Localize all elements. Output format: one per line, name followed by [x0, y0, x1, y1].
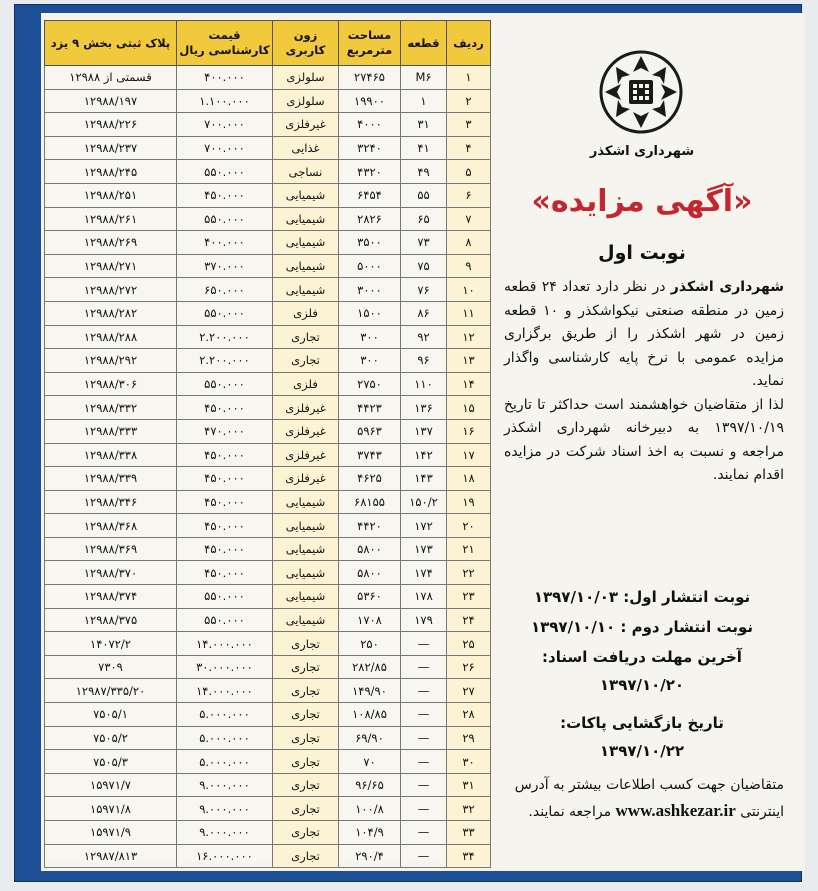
cell-plot: ۵۵: [401, 183, 447, 207]
cell-plot: —: [401, 797, 447, 821]
cell-plot: M۶: [401, 66, 447, 90]
cell-row-number: ۲۷: [447, 679, 491, 703]
cell-area: ۷۰: [339, 750, 401, 774]
cell-row-number: ۱۵: [447, 396, 491, 420]
cell-registry: ۱۲۹۸۸/۱۹۷: [45, 89, 177, 113]
cell-plot: —: [401, 844, 447, 868]
cell-plot: —: [401, 726, 447, 750]
cell-zone: تجاری: [273, 703, 339, 727]
cell-area: ۲۸۲/۸۵: [339, 655, 401, 679]
table-row: [45, 679, 491, 703]
cell-row-number: ۴: [447, 136, 491, 160]
cell-area: ۳۲۴۰: [339, 136, 401, 160]
cell-zone: تجاری: [273, 750, 339, 774]
cell-row-number: ۲۴: [447, 608, 491, 632]
cell-price: ۴۵۰.۰۰۰: [177, 490, 273, 514]
cell-area: ۱۴۹/۹۰: [339, 679, 401, 703]
table-row: [45, 113, 491, 137]
cell-plot: —: [401, 750, 447, 774]
cell-area: ۵۳۶۰: [339, 585, 401, 609]
cell-plot: ۱۳۷: [401, 419, 447, 443]
cell-plot: —: [401, 821, 447, 845]
cell-plot: ۱۷۲: [401, 514, 447, 538]
cell-registry: ۷۵۰۵/۲: [45, 726, 177, 750]
cell-registry: ۷۵۰۵/۱: [45, 703, 177, 727]
cell-registry: ۱۲۹۸۸/۲۲۶: [45, 113, 177, 137]
header-area: مساحت مترمربع: [339, 21, 401, 66]
publish-first: نوبت انتشار اول: ۱۳۹۷/۱۰/۰۳: [533, 588, 751, 606]
table-row: [45, 443, 491, 467]
cell-price: ۲.۲۰۰.۰۰۰: [177, 325, 273, 349]
cell-registry: ۱۲۹۸۸/۲۵۱: [45, 183, 177, 207]
table-row: [45, 278, 491, 302]
cell-price: ۲.۲۰۰.۰۰۰: [177, 349, 273, 373]
cell-row-number: ۱۴: [447, 372, 491, 396]
cell-row-number: ۳۱: [447, 773, 491, 797]
cell-price: ۱.۱۰۰.۰۰۰: [177, 89, 273, 113]
table-row: [45, 349, 491, 373]
cell-zone: تجاری: [273, 349, 339, 373]
cell-registry: ۱۲۹۸۸/۲۴۵: [45, 160, 177, 184]
cell-plot: ۱۷۸: [401, 585, 447, 609]
notice-title: «آگهی مزایده»: [531, 184, 753, 219]
cell-price: ۵.۰۰۰.۰۰۰: [177, 703, 273, 727]
cell-registry: ۱۲۹۸۸/۳۷۵: [45, 608, 177, 632]
cell-area: ۳۷۴۳: [339, 443, 401, 467]
cell-row-number: ۲۶: [447, 655, 491, 679]
cell-price: ۷۰۰.۰۰۰: [177, 136, 273, 160]
cell-area: ۱۰۴/۹: [339, 821, 401, 845]
cell-row-number: ۲۰: [447, 514, 491, 538]
cell-plot: ۱۷۳: [401, 537, 447, 561]
cell-row-number: ۱۶: [447, 419, 491, 443]
cell-plot: ۴۱: [401, 136, 447, 160]
cell-registry: ۱۲۹۸۸/۲۶۹: [45, 231, 177, 255]
cell-price: ۵۵۰.۰۰۰: [177, 608, 273, 632]
cell-price: ۹.۰۰۰.۰۰۰: [177, 821, 273, 845]
cell-zone: تجاری: [273, 726, 339, 750]
cell-zone: شیمیایی: [273, 183, 339, 207]
cell-price: ۹.۰۰۰.۰۰۰: [177, 797, 273, 821]
cell-row-number: ۳: [447, 113, 491, 137]
opening-label: تاریخ بازگشایی پاکات:: [560, 714, 724, 732]
cell-zone: تجاری: [273, 773, 339, 797]
cell-row-number: ۲۵: [447, 632, 491, 656]
cell-zone: شیمیایی: [273, 537, 339, 561]
cell-area: ۲۷۵۰: [339, 372, 401, 396]
table-row: [45, 89, 491, 113]
info-end: مراجعه نمایند.: [528, 804, 612, 820]
opening-date: ۱۳۹۷/۱۰/۲۲: [599, 742, 685, 760]
cell-zone: سلولزی: [273, 66, 339, 90]
cell-registry: ۱۲۹۸۸/۳۳۲: [45, 396, 177, 420]
cell-area: ۴۶۲۵: [339, 467, 401, 491]
org-name: شهرداری اشکذر: [589, 144, 695, 159]
cell-zone: شیمیایی: [273, 231, 339, 255]
table-row: [45, 773, 491, 797]
cell-price: ۵۵۰.۰۰۰: [177, 372, 273, 396]
cell-area: ۱۷۰۸: [339, 608, 401, 632]
cell-price: ۵.۰۰۰.۰۰۰: [177, 726, 273, 750]
cell-price: ۷۰۰.۰۰۰: [177, 113, 273, 137]
cell-price: ۶۵۰.۰۰۰: [177, 278, 273, 302]
publish-second: نوبت انتشار دوم : ۱۳۹۷/۱۰/۱۰: [530, 618, 754, 636]
cell-registry: ۱۲۹۸۸/۲۸۸: [45, 325, 177, 349]
cell-zone: شیمیایی: [273, 254, 339, 278]
table-row: [45, 608, 491, 632]
cell-zone: شیمیایی: [273, 514, 339, 538]
cell-plot: ۳۱: [401, 113, 447, 137]
cell-area: ۵۸۰۰: [339, 537, 401, 561]
cell-price: ۴۰۰.۰۰۰: [177, 66, 273, 90]
table-row: [45, 561, 491, 585]
cell-area: ۱۹۹۰۰: [339, 89, 401, 113]
municipality-logo: [582, 42, 700, 160]
cell-row-number: ۸: [447, 231, 491, 255]
intro-org: شهرداری اشکذر: [670, 279, 784, 295]
cell-zone: شیمیایی: [273, 561, 339, 585]
header-registry: پلاک ثبتی بخش ۹ یزد: [45, 21, 177, 66]
cell-zone: غیرفلزی: [273, 443, 339, 467]
cell-registry: قسمتی از ۱۲۹۸۸: [45, 66, 177, 90]
table-row: [45, 726, 491, 750]
notice-round: نوبت اول: [598, 242, 686, 264]
cell-registry: ۷۳۰۹: [45, 655, 177, 679]
cell-area: ۲۷۴۶۵: [339, 66, 401, 90]
cell-zone: تجاری: [273, 325, 339, 349]
cell-area: ۲۵۰: [339, 632, 401, 656]
cell-plot: —: [401, 655, 447, 679]
cell-registry: ۱۲۹۸۷/۸۱۳: [45, 844, 177, 868]
cell-price: ۵۵۰.۰۰۰: [177, 585, 273, 609]
cell-area: ۲۸۲۶: [339, 207, 401, 231]
table-row: [45, 160, 491, 184]
cell-row-number: ۱۳: [447, 349, 491, 373]
table-row: [45, 254, 491, 278]
cell-zone: نساجی: [273, 160, 339, 184]
table-row: [45, 396, 491, 420]
cell-registry: ۱۲۹۸۸/۲۷۲: [45, 278, 177, 302]
cell-price: ۴۵۰.۰۰۰: [177, 443, 273, 467]
plots-table: [44, 20, 491, 868]
table-row: [45, 655, 491, 679]
cell-row-number: ۲۱: [447, 537, 491, 561]
cell-price: ۵۵۰.۰۰۰: [177, 301, 273, 325]
cell-zone: تجاری: [273, 797, 339, 821]
cell-zone: شیمیایی: [273, 278, 339, 302]
cell-price: ۴۵۰.۰۰۰: [177, 514, 273, 538]
plots-table-container: [44, 20, 490, 862]
cell-row-number: ۱۷: [447, 443, 491, 467]
cell-plot: —: [401, 632, 447, 656]
cell-registry: ۱۲۹۸۸/۳۳۹: [45, 467, 177, 491]
cell-registry: ۱۴۰۷۲/۲: [45, 632, 177, 656]
table-row: [45, 514, 491, 538]
table-row: [45, 632, 491, 656]
cell-price: ۴۷۰.۰۰۰: [177, 419, 273, 443]
table-row: [45, 136, 491, 160]
cell-row-number: ۳۴: [447, 844, 491, 868]
cell-plot: ۱۱۰: [401, 372, 447, 396]
cell-registry: ۱۲۹۸۸/۲۹۲: [45, 349, 177, 373]
cell-price: ۱۴.۰۰۰.۰۰۰: [177, 632, 273, 656]
cell-registry: ۱۲۹۸۷/۳۳۵/۲۰: [45, 679, 177, 703]
cell-price: ۴۰۰.۰۰۰: [177, 231, 273, 255]
cell-zone: شیمیایی: [273, 585, 339, 609]
table-row: [45, 490, 491, 514]
cell-row-number: ۳۲: [447, 797, 491, 821]
cell-row-number: ۷: [447, 207, 491, 231]
cell-row-number: ۱۰: [447, 278, 491, 302]
cell-area: ۴۰۰۰: [339, 113, 401, 137]
cell-area: ۳۰۰۰: [339, 278, 401, 302]
cell-row-number: ۱۱: [447, 301, 491, 325]
cell-zone: تجاری: [273, 679, 339, 703]
cell-row-number: ۱: [447, 66, 491, 90]
cell-area: ۴۴۲۳: [339, 396, 401, 420]
table-row: [45, 844, 491, 868]
table-row: [45, 750, 491, 774]
cell-plot: ۱۳۶: [401, 396, 447, 420]
header-row-number: ردیف: [447, 21, 491, 66]
cell-zone: فلزی: [273, 372, 339, 396]
cell-price: ۵۵۰.۰۰۰: [177, 160, 273, 184]
cell-registry: ۱۲۹۸۸/۲۸۲: [45, 301, 177, 325]
table-header-row: [45, 21, 491, 66]
table-row: [45, 183, 491, 207]
cell-registry: ۱۲۹۸۸/۳۳۳: [45, 419, 177, 443]
cell-area: ۵۹۶۳: [339, 419, 401, 443]
cell-zone: غیرفلزی: [273, 113, 339, 137]
cell-area: ۶۹/۹۰: [339, 726, 401, 750]
cell-registry: ۱۲۹۸۸/۳۴۶: [45, 490, 177, 514]
cell-registry: ۱۲۹۸۸/۳۷۴: [45, 585, 177, 609]
cell-row-number: ۱۲: [447, 325, 491, 349]
cell-registry: ۱۲۹۸۸/۳۰۶: [45, 372, 177, 396]
cell-registry: ۷۵۰۵/۳: [45, 750, 177, 774]
table-row: [45, 537, 491, 561]
deadline-label: آخرین مهلت دریافت اسناد:: [542, 648, 742, 666]
cell-zone: غیرفلزی: [273, 467, 339, 491]
table-row: [45, 585, 491, 609]
cell-plot: —: [401, 679, 447, 703]
cell-row-number: ۲۸: [447, 703, 491, 727]
header-price: قیمت کارشناسی ریال: [177, 21, 273, 66]
cell-price: ۴۵۰.۰۰۰: [177, 561, 273, 585]
cell-area: ۳۰۰: [339, 349, 401, 373]
cell-plot: ۸۶: [401, 301, 447, 325]
cell-area: ۳۰۰: [339, 325, 401, 349]
cell-row-number: ۶: [447, 183, 491, 207]
cell-price: ۴۵۰.۰۰۰: [177, 537, 273, 561]
table-body: [45, 66, 491, 868]
cell-zone: شیمیایی: [273, 207, 339, 231]
cell-plot: ۷۶: [401, 278, 447, 302]
contact-info: [500, 772, 784, 825]
intro-paragraph: [504, 276, 784, 488]
cell-row-number: ۳۳: [447, 821, 491, 845]
cell-area: ۵۸۰۰: [339, 561, 401, 585]
cell-plot: ۶۵: [401, 207, 447, 231]
table-row: [45, 419, 491, 443]
cell-area: ۶۸۱۵۵: [339, 490, 401, 514]
cell-price: ۳۷۰.۰۰۰: [177, 254, 273, 278]
cell-price: ۹.۰۰۰.۰۰۰: [177, 773, 273, 797]
cell-row-number: ۲۳: [447, 585, 491, 609]
intro-text: در نظر دارد تعداد ۲۴ قطعه زمین در منطقه صنعتی نیکواشکذر و ۱۰ قطعه زمین در شهر اشکذر را از طریق برگزاری مزایده عمومی با نرخ پایه کارشناسی واگذار نماید.: [504, 279, 785, 389]
cell-zone: غیرفلزی: [273, 396, 339, 420]
table-row: [45, 821, 491, 845]
cell-price: ۵.۰۰۰.۰۰۰: [177, 750, 273, 774]
cell-row-number: ۹: [447, 254, 491, 278]
cell-price: ۴۵۰.۰۰۰: [177, 183, 273, 207]
cell-zone: تجاری: [273, 632, 339, 656]
cell-row-number: ۲: [447, 89, 491, 113]
cell-plot: ۹۶: [401, 349, 447, 373]
cell-area: ۱۰۰/۸: [339, 797, 401, 821]
cell-registry: ۱۲۹۸۸/۲۷۱: [45, 254, 177, 278]
cell-price: ۴۵۰.۰۰۰: [177, 467, 273, 491]
cell-area: ۹۶/۶۵: [339, 773, 401, 797]
cell-price: ۳۰.۰۰۰.۰۰۰: [177, 655, 273, 679]
table-row: [45, 797, 491, 821]
table-row: [45, 207, 491, 231]
cell-registry: ۱۲۹۸۸/۳۶۹: [45, 537, 177, 561]
cell-plot: ۹۲: [401, 325, 447, 349]
cell-plot: ۴۹: [401, 160, 447, 184]
cell-plot: ۱۴۳: [401, 467, 447, 491]
instructions-text: لذا از متقاضیان خواهشمند است حداکثر تا تاریخ ۱۳۹۷/۱۰/۱۹ به دبیرخانه شهرداری اشکذر مراجعه و نسبت به اخذ اسناد شرکت در مزایده اقدام نمایند.: [504, 396, 784, 483]
cell-registry: ۱۵۹۷۱/۷: [45, 773, 177, 797]
cell-zone: سلولزی: [273, 89, 339, 113]
table-row: [45, 703, 491, 727]
cell-zone: غیرفلزی: [273, 419, 339, 443]
cell-plot: ۱۷۹: [401, 608, 447, 632]
cell-row-number: ۱۹: [447, 490, 491, 514]
cell-plot: —: [401, 703, 447, 727]
cell-zone: غذایی: [273, 136, 339, 160]
cell-area: ۴۴۲۰: [339, 514, 401, 538]
cell-plot: ۷۳: [401, 231, 447, 255]
table-row: [45, 301, 491, 325]
cell-zone: شیمیایی: [273, 490, 339, 514]
cell-row-number: ۱۸: [447, 467, 491, 491]
cell-plot: ۷۵: [401, 254, 447, 278]
cell-zone: فلزی: [273, 301, 339, 325]
table-row: [45, 372, 491, 396]
cell-zone: تجاری: [273, 655, 339, 679]
info-text: متقاضیان جهت کسب اطلاعات بیشتر به آدرس اینترنتی: [514, 777, 784, 820]
header-plot: قطعه: [401, 21, 447, 66]
cell-registry: ۱۵۹۷۱/۸: [45, 797, 177, 821]
table-row: [45, 231, 491, 255]
cell-zone: تجاری: [273, 844, 339, 868]
cell-registry: ۱۲۹۸۸/۲۳۷: [45, 136, 177, 160]
cell-zone: شیمیایی: [273, 608, 339, 632]
table-row: [45, 66, 491, 90]
cell-area: ۶۴۵۴: [339, 183, 401, 207]
cell-area: ۱۰۸/۸۵: [339, 703, 401, 727]
cell-row-number: ۲۲: [447, 561, 491, 585]
table-row: [45, 325, 491, 349]
cell-zone: تجاری: [273, 821, 339, 845]
cell-plot: —: [401, 773, 447, 797]
cell-plot: ۱۵۰/۲: [401, 490, 447, 514]
cell-price: ۴۵۰.۰۰۰: [177, 396, 273, 420]
cell-price: ۱۶.۰۰۰.۰۰۰: [177, 844, 273, 868]
deadline-date: ۱۳۹۷/۱۰/۲۰: [599, 676, 685, 694]
header-zone: زون کاربری: [273, 21, 339, 66]
cell-plot: ۱۷۴: [401, 561, 447, 585]
table-row: [45, 467, 491, 491]
cell-registry: ۱۲۹۸۸/۳۶۸: [45, 514, 177, 538]
cell-area: ۳۵۰۰: [339, 231, 401, 255]
cell-registry: ۱۲۹۸۸/۲۶۱: [45, 207, 177, 231]
cell-plot: ۱۴۲: [401, 443, 447, 467]
announcement-panel: [494, 20, 790, 862]
cell-registry: ۱۵۹۷۱/۹: [45, 821, 177, 845]
cell-row-number: ۵: [447, 160, 491, 184]
cell-row-number: ۲۹: [447, 726, 491, 750]
cell-plot: ۱: [401, 89, 447, 113]
cell-area: ۲۹۰/۴: [339, 844, 401, 868]
cell-row-number: ۳۰: [447, 750, 491, 774]
cell-area: ۱۵۰۰: [339, 301, 401, 325]
cell-area: ۵۰۰۰: [339, 254, 401, 278]
cell-registry: ۱۲۹۸۸/۳۷۰: [45, 561, 177, 585]
website-link[interactable]: www.ashkezar.ir: [615, 801, 736, 820]
cell-price: ۱۴.۰۰۰.۰۰۰: [177, 679, 273, 703]
cell-price: ۵۵۰.۰۰۰: [177, 207, 273, 231]
cell-registry: ۱۲۹۸۸/۳۳۸: [45, 443, 177, 467]
cell-area: ۴۳۲۰: [339, 160, 401, 184]
